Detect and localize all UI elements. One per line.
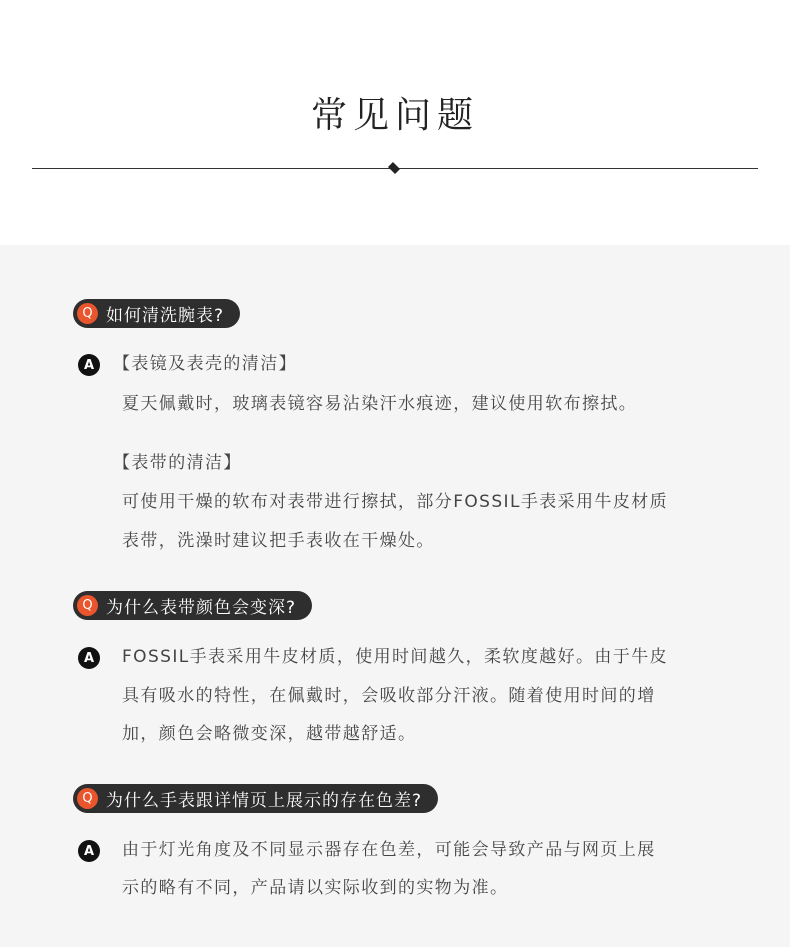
answer-line: 可使用干燥的软布对表带进行擦拭，部分FOSSIL手表采用牛皮材质 [122,492,669,512]
divider-diamond-icon [388,162,400,174]
faq-question-3 [73,784,438,813]
page-title: 常见问题 [310,95,479,136]
answer-icon: A [78,354,100,376]
answer-line: 示的略有不同，产品请以实际收到的实物为准。 [122,878,509,898]
question-icon: Q [77,303,98,324]
question-text: 为什么手表跟详情页上展示的存在色差? [106,791,423,811]
question-text: 为什么表带颜色会变深? [106,598,297,618]
answer-icon: A [78,647,100,669]
answer-line: 由于灯光角度及不同显示器存在色差，可能会导致产品与网页上展 [122,840,656,860]
header [0,0,790,245]
answer-line: 表带，洗澡时建议把手表收在干燥处。 [122,531,435,551]
faq-question-2 [73,591,312,620]
answer-line: 加，颜色会略微变深，越带越舒适。 [122,724,417,744]
answer-line: 具有吸水的特性，在佩戴时，会吸收部分汗液。随着使用时间的增 [122,686,656,706]
faq-question-1 [73,299,240,328]
question-icon: Q [77,595,98,616]
answer-subheading: 【表镜及表壳的清洁】 [113,354,297,374]
question-icon: Q [77,788,98,809]
answer-subheading: 【表带的清洁】 [113,453,242,473]
answer-line: FOSSIL手表采用牛皮材质，使用时间越久，柔软度越好。由于牛皮 [122,647,669,667]
question-text: 如何清洗腕表? [106,306,225,326]
answer-line: 夏天佩戴时，玻璃表镜容易沾染汗水痕迹，建议使用软布擦拭。 [122,394,638,414]
answer-icon: A [78,840,100,862]
